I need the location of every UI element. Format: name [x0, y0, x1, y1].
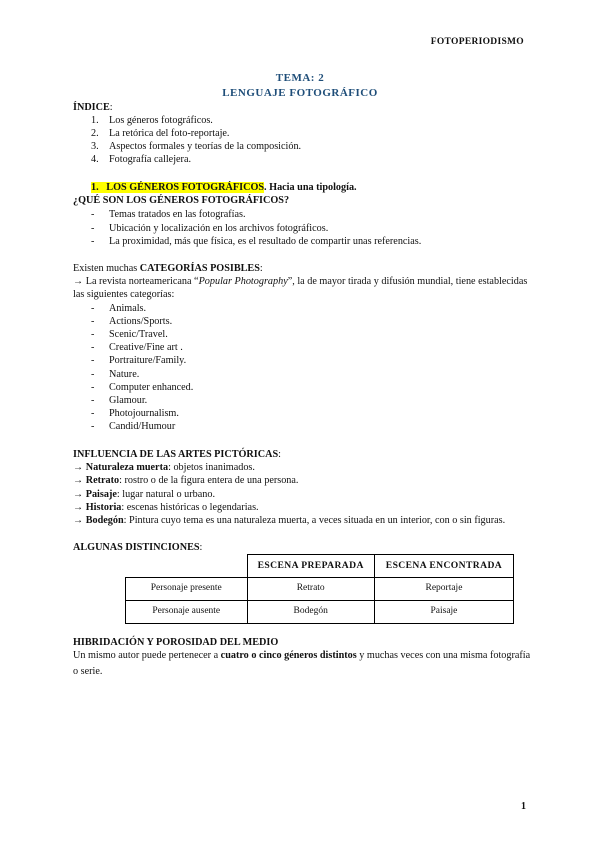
- index-item-number: 1.: [91, 115, 99, 127]
- index-item: [73, 153, 533, 166]
- index-item-text: La retórica del foto-reportaje.: [109, 128, 230, 140]
- section-1-subtitle: . Hacia una tipología.: [264, 182, 357, 193]
- category-item: - Creative/Fine art .: [91, 342, 183, 354]
- question-heading: ¿QUÉ SON LOS GÉNEROS FOTOGRÁFICOS?: [73, 195, 290, 207]
- influence-desc: : escenas históricas o legendarias.: [121, 501, 259, 513]
- influence-section: [73, 448, 533, 527]
- tema-number: TEMA: 2: [275, 72, 325, 84]
- hybridization-text-end: y muchas veces con una misma fotografía: [356, 650, 531, 662]
- category-text: Actions/Sports.: [109, 315, 173, 327]
- category-item: - Portraiture/Family.: [91, 355, 187, 367]
- table-cell: Reportaje: [374, 578, 513, 601]
- table-row-label: Personaje presente: [126, 578, 248, 601]
- index-item-text: Aspectos formales y teorías de la composición.: [109, 141, 302, 153]
- answer-text: Temas tratados en las fotografías.: [109, 209, 246, 221]
- index-item-text: Los géneros fotográficos.: [109, 115, 213, 127]
- category-item: - Scenic/Travel.: [91, 328, 168, 340]
- category-item: - Actions/Sports.: [91, 315, 173, 327]
- category-text: Glamour.: [109, 394, 148, 406]
- categories-intro-bold: CATEGORÍAS POSIBLES: [139, 263, 260, 274]
- index-label: ÍNDICE: [73, 102, 110, 113]
- category-text: Portraiture/Family.: [109, 355, 187, 367]
- influence-desc: : lugar natural o urbano.: [116, 488, 216, 500]
- category-text: Candid/Humour: [109, 421, 176, 433]
- table-cell: Paisaje: [374, 601, 513, 624]
- index-item-number: 2.: [91, 128, 99, 140]
- hybridization-line-2: o serie.: [73, 666, 103, 678]
- hybridization-bold: cuatro o cinco géneros distintos: [220, 650, 357, 662]
- tema-title: LENGUAJE FOTOGRÁFICO: [222, 87, 378, 99]
- section-1-number: 1.: [91, 182, 99, 193]
- table-corner-cell: [126, 555, 248, 578]
- answers-list: [73, 208, 533, 248]
- influence-term: Paisaje: [85, 488, 117, 500]
- hybridization-paragraph: [73, 649, 533, 662]
- category-item: - Photojournalism.: [91, 408, 179, 420]
- influence-term: Historia: [85, 501, 122, 513]
- index-colon: :: [109, 102, 113, 113]
- distinctions-title-text: ALGUNAS DISTINCIONES: [73, 542, 200, 553]
- influence-desc: : Pintura cuyo tema es una naturaleza muerta, a veces situada en un interior, con o sin figuras.: [123, 514, 506, 526]
- answer-text: La proximidad, más que física, es el resultado de compartir unas referencias.: [109, 235, 422, 247]
- answer-item: - Ubicación y localización en los archivos fotográficos.: [91, 222, 329, 234]
- influence-item: → Retrato: rostro o de la figura entera de una persona.: [73, 475, 299, 487]
- index-section: [73, 101, 533, 166]
- table-header-cell: ESCENA ENCONTRADA: [374, 555, 513, 578]
- influence-term: Bodegón: [85, 514, 124, 526]
- category-item: - Computer enhanced.: [91, 381, 194, 393]
- table-header-row: [126, 555, 514, 578]
- influence-desc: : objetos inanimados.: [168, 462, 255, 474]
- category-text: Animals.: [109, 302, 147, 314]
- index-item: [73, 114, 533, 127]
- influence-desc: : rostro o de la figura entera de una persona.: [119, 475, 299, 487]
- distinctions-title: [73, 541, 533, 554]
- influence-title: INFLUENCIA DE LAS ARTES PICTÓRICAS: [73, 449, 279, 460]
- table-cell: Bodegón: [247, 601, 374, 624]
- table-row: [126, 578, 514, 601]
- section-1: [73, 181, 533, 248]
- index-item-text: Fotografía callejera.: [109, 154, 192, 166]
- categories-intro: [73, 262, 533, 275]
- answer-item: - La proximidad, más que física, es el resultado de compartir unas referencias.: [91, 235, 422, 247]
- magazine-line: [73, 275, 533, 288]
- category-text: Creative/Fine art .: [109, 342, 183, 354]
- influence-item: → Paisaje: lugar natural o urbano.: [73, 488, 216, 500]
- index-item: [73, 127, 533, 140]
- answer-item: - Temas tratados en las fotografías.: [91, 209, 246, 221]
- answer-text: Ubicación y localización en los archivos fotográficos.: [109, 222, 329, 234]
- categories-section: [73, 262, 533, 433]
- index-item-number: 4.: [91, 154, 99, 166]
- category-item: - Nature.: [91, 368, 140, 380]
- table-cell: Retrato: [247, 578, 374, 601]
- index-list: [73, 114, 533, 166]
- influence-colon: :: [278, 449, 281, 460]
- hybridization-text: Un mismo autor puede pertenecer a: [73, 650, 221, 662]
- distinctions-table: [125, 554, 514, 624]
- category-text: Computer enhanced.: [109, 381, 194, 393]
- category-text: Nature.: [109, 368, 140, 380]
- index-item-number: 3.: [91, 141, 99, 153]
- running-header: FOTOPERIODISMO: [430, 37, 524, 47]
- categories-intro-text: Existen muchas: [73, 263, 140, 274]
- hybridization-title: HIBRIDACIÓN Y POROSIDAD DEL MEDIO: [73, 637, 279, 648]
- categories-intro-colon: :: [259, 263, 263, 274]
- category-item: - Candid/Humour: [91, 421, 176, 433]
- hybridization-section: [73, 636, 533, 679]
- magazine-post: ”, la de mayor tirada y difusión mundial, tiene establecidas: [287, 276, 528, 288]
- influence-term: Retrato: [85, 475, 120, 487]
- category-text: Photojournalism.: [109, 408, 179, 420]
- table-header-cell: ESCENA PREPARADA: [247, 555, 374, 578]
- categories-list: [73, 302, 533, 434]
- category-item: - Glamour.: [91, 394, 148, 406]
- section-1-title: LOS GÉNEROS FOTOGRÁFICOS: [106, 182, 265, 193]
- category-item: - Animals.: [91, 302, 147, 314]
- influence-item: → Naturaleza muerta: objetos inanimados.: [73, 462, 255, 474]
- table-row-label: Personaje ausente: [126, 601, 248, 624]
- magazine-line-2: las siguientes categorías:: [73, 289, 175, 301]
- influence-term: Naturaleza muerta: [85, 462, 169, 474]
- magazine-pre: → La revista norteamericana “: [73, 276, 199, 288]
- table-row: [126, 601, 514, 624]
- index-item: [73, 140, 533, 153]
- influence-item: → Historia: escenas históricas o legendarias.: [73, 501, 259, 513]
- page-number: 1: [521, 801, 526, 812]
- magazine-name: Popular Photography: [198, 276, 288, 288]
- influence-item: → Bodegón: Pintura cuyo tema es una naturaleza muerta, a veces situada en un interior, con o sin figuras.: [73, 514, 506, 526]
- distinctions-colon: :: [199, 542, 203, 553]
- category-text: Scenic/Travel.: [109, 328, 168, 340]
- section-1-heading: [73, 181, 533, 194]
